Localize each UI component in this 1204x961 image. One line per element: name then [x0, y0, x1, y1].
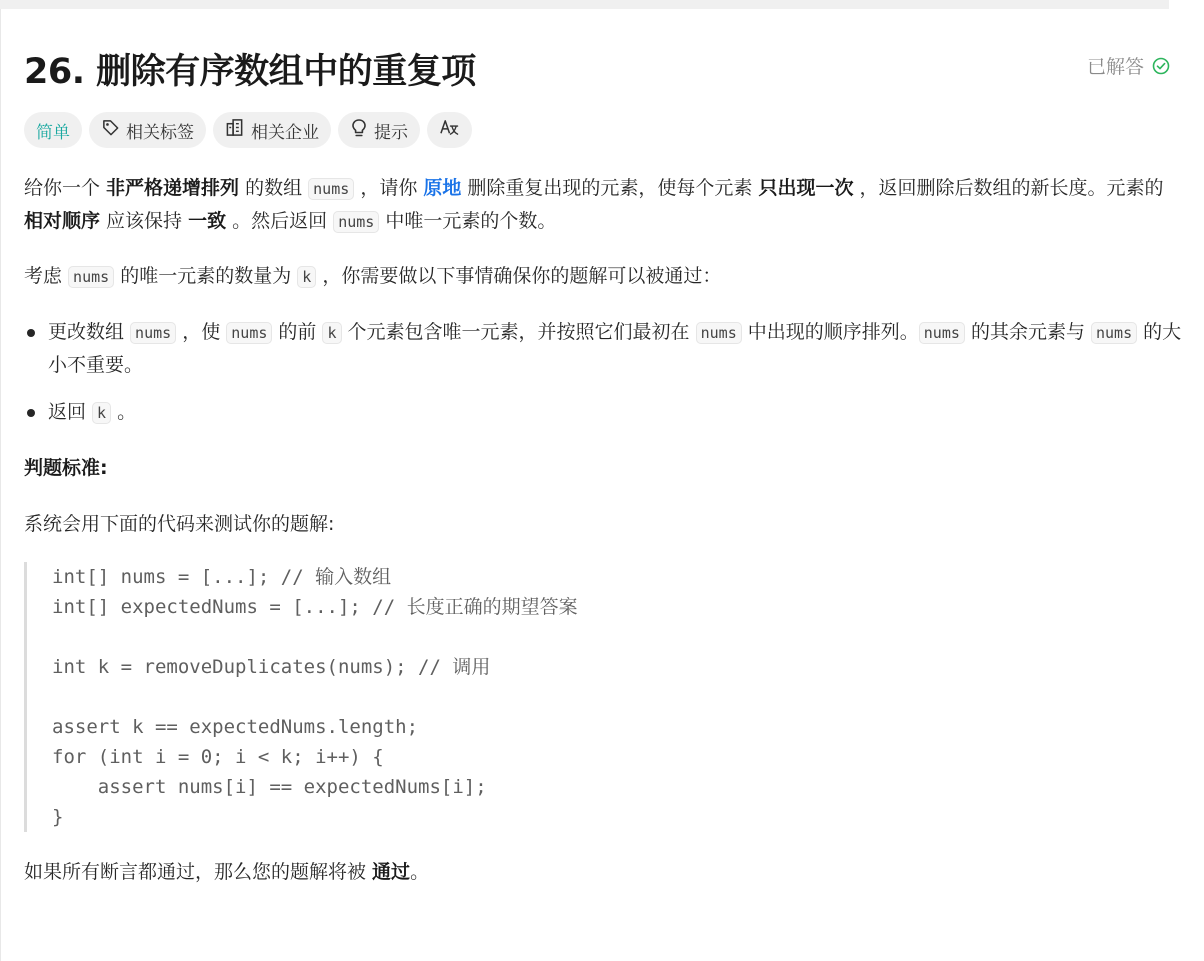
inline-code: k	[322, 322, 341, 344]
lightbulb-icon	[350, 118, 374, 143]
text: 的大小不重要。	[48, 321, 1182, 376]
code-line: assert k == expectedNums.length;	[52, 716, 419, 738]
related-tags-button[interactable]	[89, 112, 206, 148]
code-line: for (int i = 0; i < k; i++) {	[52, 746, 384, 768]
related-companies-label: 相关企业	[251, 122, 319, 143]
text: 个元素包含唯一元素，并按照它们最初在	[341, 321, 696, 343]
solved-status	[1087, 52, 1170, 79]
list-item	[24, 316, 1184, 381]
text: ，使	[176, 321, 227, 343]
difficulty-badge[interactable]	[24, 112, 82, 148]
bold-text: 一致	[188, 210, 227, 232]
translate-icon	[439, 118, 460, 142]
bold-text: 相对顺序	[24, 210, 101, 232]
text: 的前	[272, 321, 323, 343]
difficulty-label: 简单	[36, 122, 70, 143]
hint-label: 提示	[374, 122, 408, 143]
text: 。然后返回	[226, 210, 334, 232]
code-block	[24, 562, 1167, 832]
text: 中出现的顺序排列。	[741, 321, 919, 343]
text: 返回	[48, 401, 93, 423]
text: 中唯一元素的个数。	[379, 210, 557, 232]
inline-code: nums	[1091, 322, 1137, 344]
text: 更改数组	[48, 321, 131, 343]
bullet	[27, 409, 35, 417]
text: 。	[410, 861, 430, 883]
text: 的数组	[239, 177, 309, 199]
text: 考虑	[24, 265, 69, 287]
description-paragraph-2	[24, 260, 1184, 293]
code-line: int[] nums = [...]; // 输入数组	[52, 566, 392, 588]
page-title: 26. 删除有序数组中的重复项	[24, 52, 476, 92]
tag-row	[24, 112, 472, 148]
text: 删除重复出现的元素，使每个元素	[461, 177, 759, 199]
judge-heading: 判题标准:	[24, 457, 108, 479]
list-item-text	[48, 316, 1184, 381]
text: 如果所有断言都通过，那么您的题解将被	[24, 861, 373, 883]
final-paragraph	[24, 856, 429, 888]
description-paragraph-1	[24, 172, 1184, 238]
bullet	[27, 329, 35, 337]
list-item	[24, 396, 1184, 429]
text: ，请你	[354, 177, 424, 199]
text: ，返回删除后数组的新长度。元素的	[853, 177, 1164, 199]
inline-code: nums	[333, 211, 379, 233]
code-line: int k = removeDuplicates(nums); // 调用	[52, 656, 491, 678]
inline-code: nums	[68, 266, 114, 288]
code-line: }	[52, 806, 64, 828]
translate-button[interactable]	[427, 112, 472, 148]
bold-text: 只出现一次	[758, 177, 854, 199]
inline-code: nums	[919, 322, 965, 344]
tag-icon	[101, 118, 126, 142]
hint-button[interactable]	[338, 112, 420, 148]
code-line: int[] expectedNums = [...]; // 长度正确的期望答案	[52, 596, 578, 618]
text: 应该保持	[100, 210, 189, 232]
text: 给你一个	[24, 177, 107, 199]
inline-code: k	[297, 266, 316, 288]
bold-text: 非严格递增排列	[106, 177, 240, 199]
text: 的唯一元素的数量为	[114, 265, 298, 287]
text: ，你需要做以下事情确保你的题解可以被通过：	[316, 265, 722, 287]
related-tags-label: 相关标签	[126, 122, 194, 143]
panel-divider	[0, 9, 1, 961]
check-circle-icon	[1152, 57, 1170, 75]
inline-code: k	[92, 402, 111, 424]
top-bar	[0, 0, 1169, 9]
in-place-link[interactable]: 原地	[423, 177, 462, 199]
inline-code: nums	[308, 178, 354, 200]
solved-label: 已解答	[1087, 56, 1145, 78]
system-test-line: 系统会用下面的代码来测试你的题解:	[24, 513, 335, 535]
text: 的其余元素与	[964, 321, 1091, 343]
inline-code: nums	[696, 322, 742, 344]
inline-code: nums	[130, 322, 176, 344]
related-companies-button[interactable]	[213, 112, 331, 148]
inline-code: nums	[226, 322, 272, 344]
bold-text: 通过	[372, 861, 411, 883]
building-icon	[225, 118, 251, 142]
text: 。	[111, 401, 137, 423]
code-line: assert nums[i] == expectedNums[i];	[52, 776, 487, 798]
list-item-text	[48, 396, 1184, 429]
